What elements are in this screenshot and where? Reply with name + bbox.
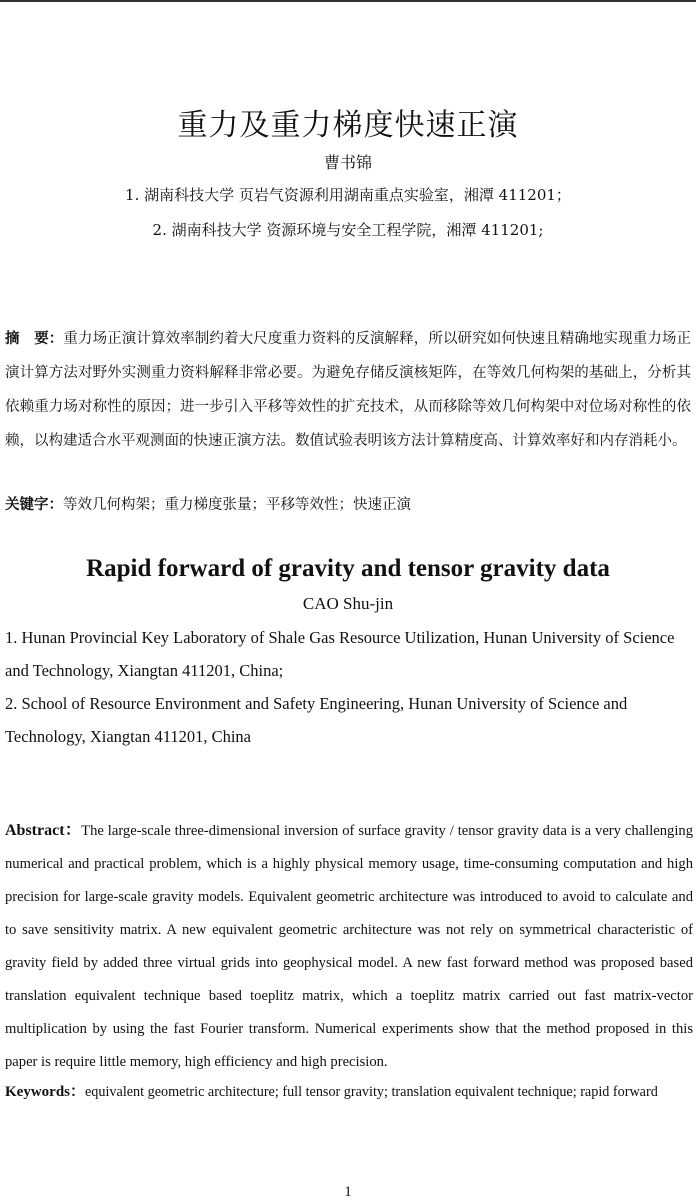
- chinese-abstract-label: 摘 要：: [5, 331, 64, 347]
- chinese-keywords-label: 关键字：: [5, 497, 63, 513]
- english-affiliation-2: 2. School of Resource Environment and Safety Engineering, Hunan University of Science and Technology, Xiangtan 411201, China: [5, 694, 628, 746]
- chinese-abstract: [5, 322, 691, 458]
- chinese-title: 重力及重力梯度快速正演: [177, 108, 519, 143]
- english-affiliation-1: 1. Hunan Provincial Key Laboratory of Shale Gas Resource Utilization, Hunan University of Science and Technology, Xiangtan 411201, China;: [5, 628, 675, 680]
- chinese-keywords: [5, 488, 691, 522]
- chinese-abstract-text: 重力场正演计算效率制约着大尺度重力资料的反演解释，所以研究如何快速且精确地实现重力场正演计算方法对野外实测重力资料解释非常必要。为避免存储反演核矩阵，在等效几何构架的基础上，分析其依赖重力场对称性的原因；进一步引入平移等效性的扩充技术，从而移除等效几何构架中对位场对称性的依赖，以构建适合水平观测面的快速正演方法。数值试验表明该方法计算精度高、计算效率好和内存消耗小。: [5, 331, 692, 449]
- top-rule: [0, 0, 696, 2]
- english-author: CAO Shu-jin: [302, 594, 394, 613]
- english-abstract-text: The large-scale three-dimensional inversion of surface gravity / tensor gravity data is a very challenging numerical and practical problem, which is a highly physical memory usage, time-consuming computation and high precision for large-scale gravity models. Equivalent geometric architecture was introduced to avoid to calculate and to save sensitivity matrix. A new equivalent geometric architecture was not rely on symmetrical characteristic of gravity field by added three virtual grids into geophysical model. A new fast forward method was proposed based translation equivalent technique based toeplitz matrix, which a toeplitz matrix carried out fast matrix-vector multiplication by using the fast Fourier transform. Numerical experiments show that the method proposed in this paper is require little memory, high efficiency and high precision.: [5, 823, 693, 1070]
- english-keywords-text: equivalent geometric architecture; full tensor gravity; translation equivalent technique; rapid forward: [85, 1084, 658, 1100]
- english-title: Rapid forward of gravity and tensor gravity data: [86, 555, 610, 582]
- chinese-keywords-text: 等效几何构架；重力梯度张量；平移等效性；快速正演: [63, 497, 411, 513]
- page-number: 1: [344, 1184, 352, 1200]
- chinese-author: 曹书锦: [323, 153, 372, 172]
- english-keywords-label: Keywords：: [5, 1084, 85, 1100]
- english-abstract-label: Abstract：: [5, 822, 82, 839]
- english-abstract: [5, 814, 693, 1079]
- chinese-affiliation-1: 1. 湖南科技大学 页岩气资源利用湖南重点实验室，湘潭 411201；: [125, 186, 571, 204]
- english-keywords: [5, 1080, 695, 1101]
- chinese-affiliation-2: 2. 湖南科技大学 资源环境与安全工程学院，湘潭 411201;: [152, 221, 544, 239]
